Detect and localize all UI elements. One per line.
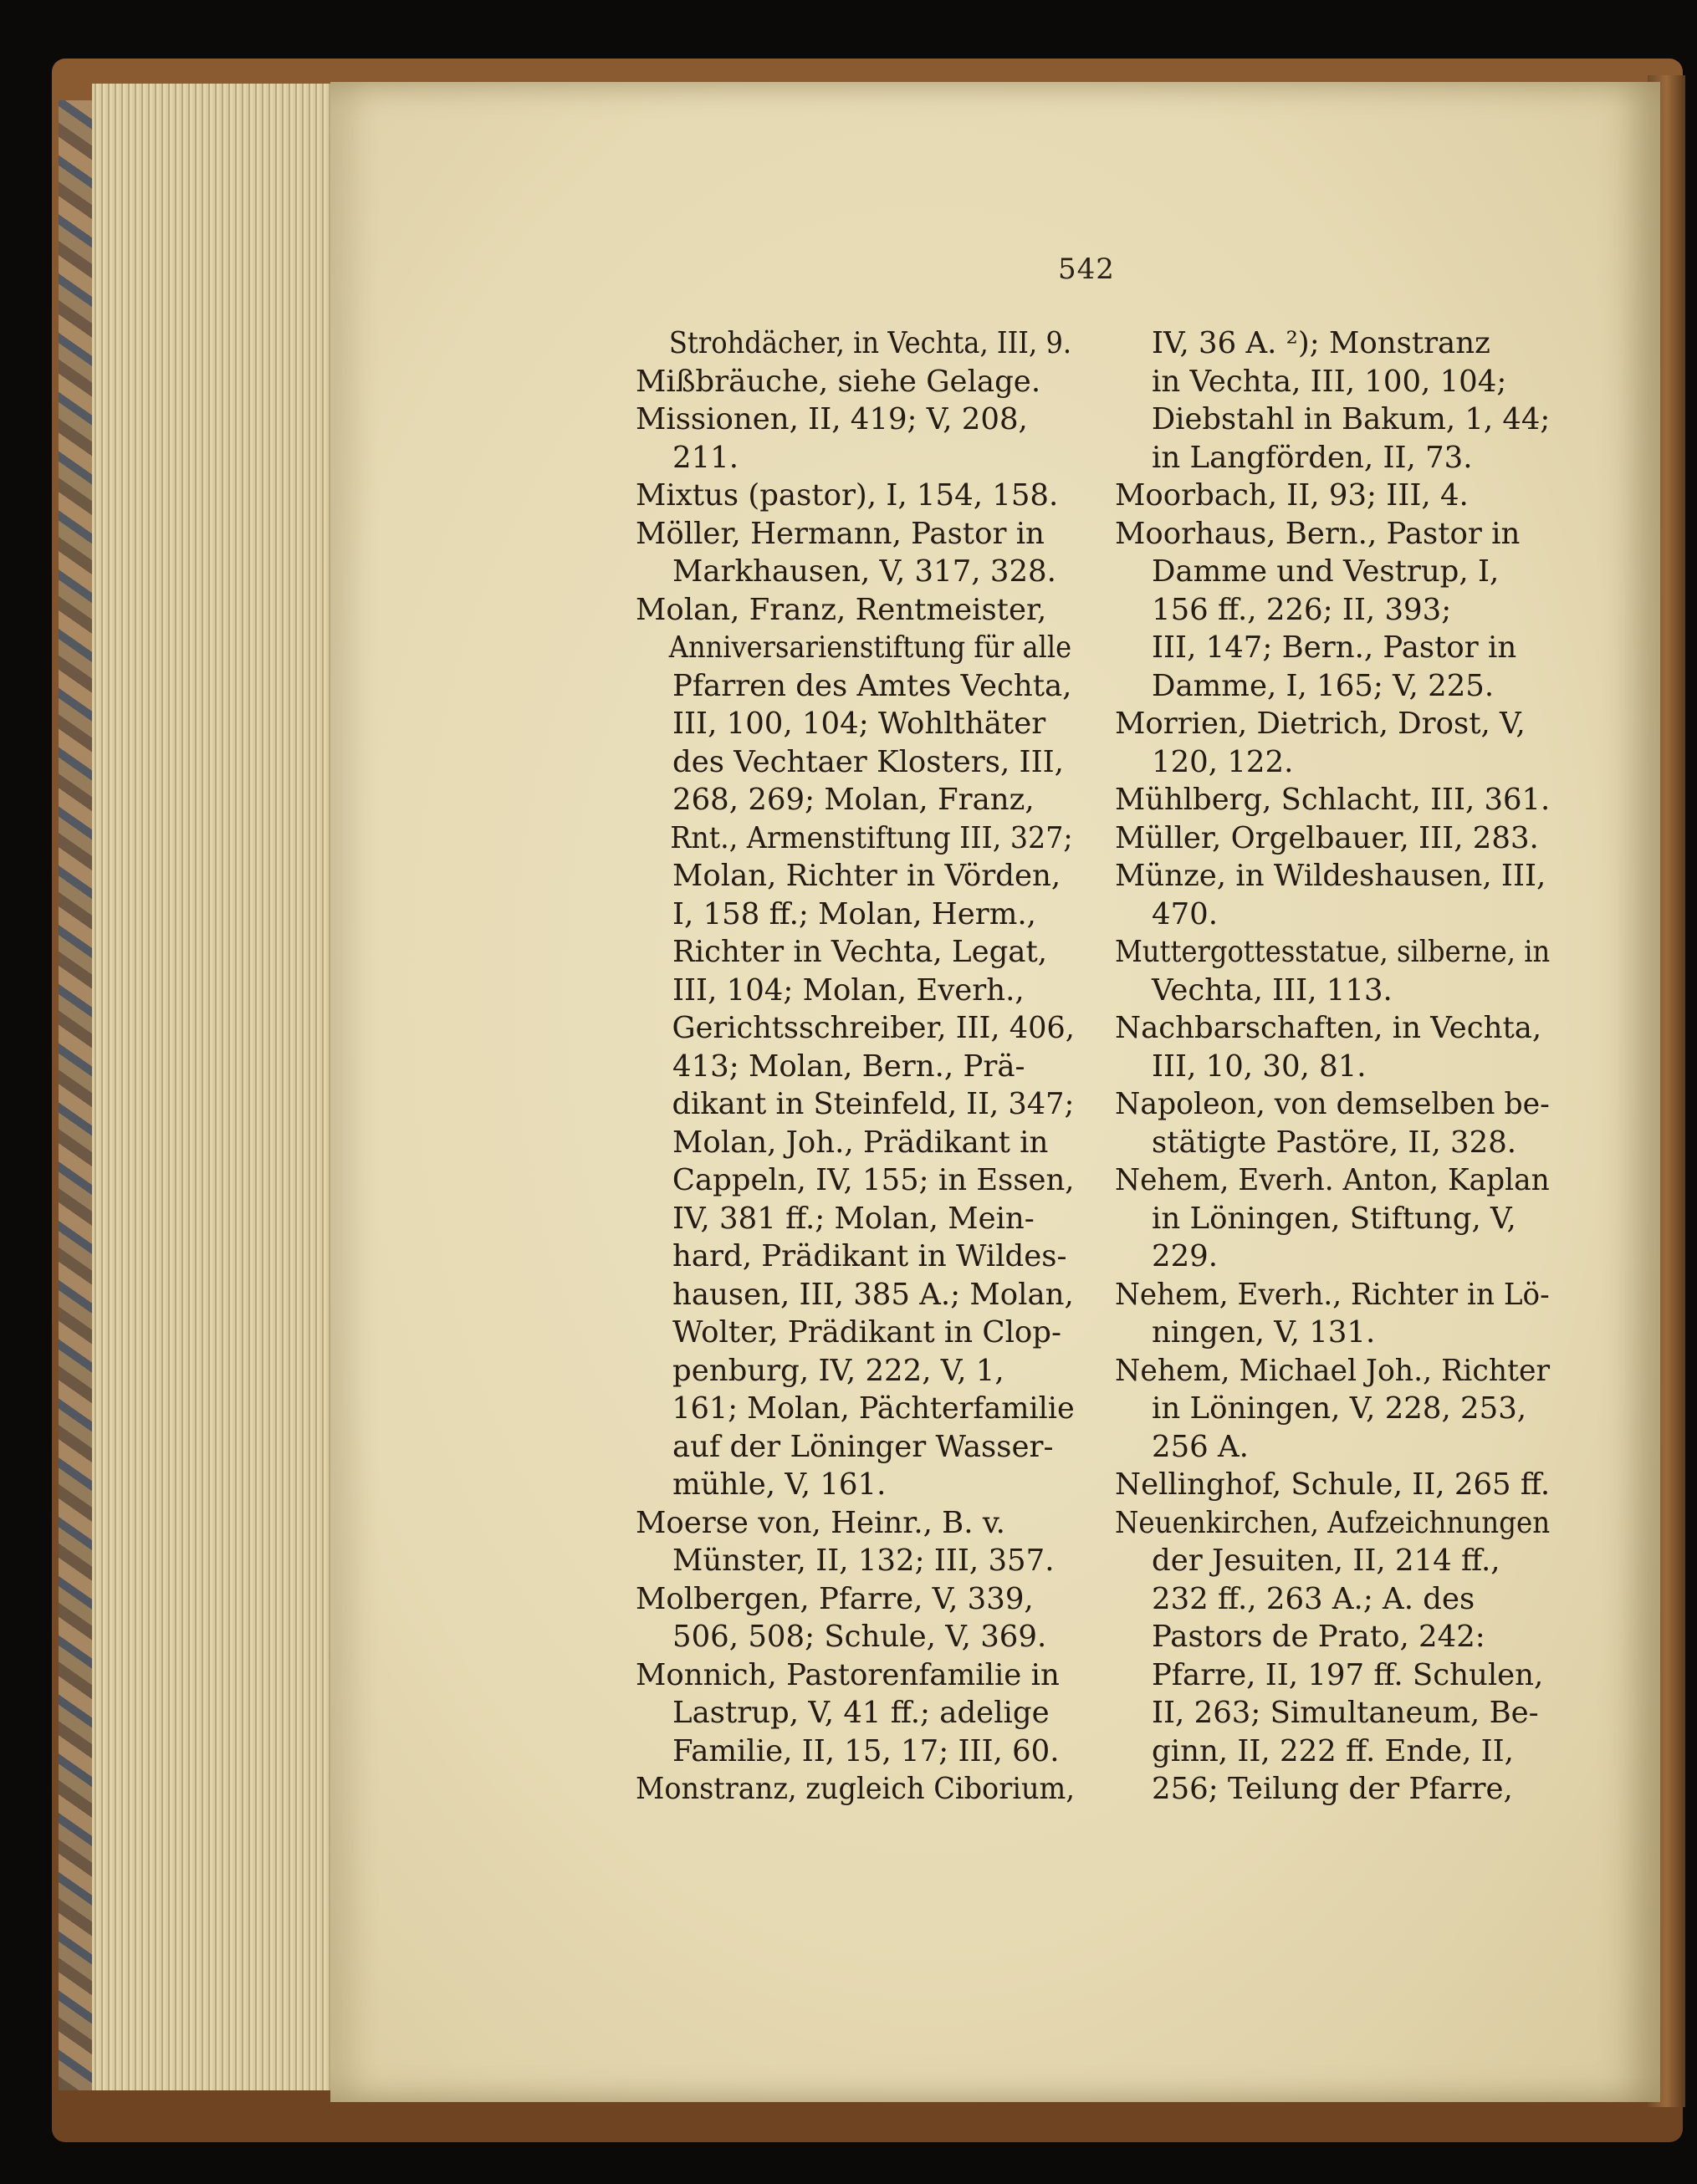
index-line: IV, 381 ff.; Molan, Mein-: [672, 1201, 1035, 1236]
index-line: 256; Teilung der Pfarre,: [1152, 1772, 1513, 1806]
index-line: Müller, Orgelbauer, III, 283.: [1115, 820, 1539, 855]
index-line: Münster, II, 132; III, 357.: [672, 1544, 1055, 1578]
index-line: Anniversarienstiftung für alle: [668, 630, 1072, 665]
index-line: Napoleon, von demselben be-: [1115, 1087, 1550, 1121]
index-line: Damme und Vestrup, I,: [1152, 554, 1500, 589]
index-line: Möller, Hermann, Pastor in: [636, 516, 1045, 551]
index-column-left: [636, 324, 1075, 1809]
index-line: Monnich, Pastorenfamilie in: [636, 1657, 1060, 1692]
index-line: Nellinghof, Schule, II, 265 ff.: [1115, 1467, 1551, 1502]
index-line: Rnt., Armenstiftung III, 327;: [670, 820, 1073, 855]
index-line: 268, 269; Molan, Franz,: [672, 783, 1035, 817]
index-line: III, 100, 104; Wohlthäter: [672, 707, 1046, 741]
index-line: Pfarren des Amtes Vechta,: [672, 668, 1072, 703]
index-line: in Löningen, V, 228, 253,: [1152, 1391, 1527, 1426]
index-line: Morrien, Dietrich, Drost, V,: [1115, 707, 1526, 741]
index-line: Moerse von, Heinr., B. v.: [636, 1505, 1005, 1540]
index-line: Vechta, III, 113.: [1152, 972, 1393, 1008]
index-line: dikant in Steinfeld, II, 347;: [672, 1087, 1075, 1121]
index-line: 161; Molan, Pächterfamilie: [672, 1391, 1075, 1426]
index-line: Monstranz, zugleich Ciborium,: [636, 1772, 1075, 1806]
index-line: 506, 508; Schule, V, 369.: [672, 1620, 1047, 1654]
index-line: 211.: [672, 440, 739, 475]
index-line: Molbergen, Pfarre, V, 339,: [636, 1581, 1034, 1616]
index-line: in Vechta, III, 100, 104;: [1152, 364, 1507, 399]
index-line: Pfarre, II, 197 ff. Schulen,: [1152, 1657, 1544, 1692]
page-number: 542: [1058, 253, 1115, 286]
index-line: mühle, V, 161.: [672, 1467, 887, 1502]
index-line: Missionen, II, 419; V, 208,: [636, 402, 1028, 436]
index-line: ningen, V, 131.: [1152, 1315, 1376, 1350]
index-line: III, 147; Bern., Pastor in: [1152, 630, 1517, 665]
index-line: Damme, I, 165; V, 225.: [1152, 668, 1495, 703]
index-line: 120, 122.: [1152, 744, 1294, 779]
index-line: 413; Molan, Bern., Prä-: [672, 1049, 1025, 1084]
index-line: Muttergottesstatue, silberne, in: [1115, 935, 1551, 969]
index-line: Mühlberg, Schlacht, III, 361.: [1115, 783, 1551, 817]
index-line: III, 10, 30, 81.: [1152, 1049, 1367, 1084]
index-line: Lastrup, V, 41 ff.; adelige: [672, 1696, 1050, 1730]
index-line: Strohdächer, in Vechta, III, 9.: [668, 326, 1072, 360]
index-line: Diebstahl in Bakum, 1, 44;: [1151, 402, 1551, 436]
index-line: 232 ff., 263 A.; A. des: [1152, 1581, 1475, 1616]
index-line: Pastors de Prato, 242:: [1152, 1620, 1485, 1654]
index-line: III, 104; Molan, Everh.,: [672, 972, 1025, 1008]
index-line: Molan, Joh., Prädikant in: [672, 1125, 1049, 1160]
index-line: I, 158 ff.; Molan, Herm.,: [672, 896, 1036, 931]
index-line: 229.: [1152, 1239, 1219, 1273]
index-line: stätigte Pastöre, II, 328.: [1152, 1125, 1517, 1160]
index-line: penburg, IV, 222, V, 1,: [672, 1353, 1004, 1388]
index-line: in Langförden, II, 73.: [1152, 440, 1473, 475]
index-line: Markhausen, V, 317, 328.: [672, 554, 1056, 589]
index-line: Familie, II, 15, 17; III, 60.: [672, 1733, 1060, 1768]
index-line: hausen, III, 385 A.; Molan,: [672, 1277, 1074, 1312]
index-line: Münze, in Wildeshausen, III,: [1115, 859, 1546, 893]
index-line: Moorhaus, Bern., Pastor in: [1115, 516, 1521, 551]
index-line: Molan, Franz, Rentmeister,: [636, 592, 1047, 627]
index-line: Wolter, Prädikant in Clop-: [672, 1315, 1062, 1350]
index-line: Nehem, Everh. Anton, Kaplan: [1115, 1163, 1550, 1197]
index-line: auf der Löninger Wasser-: [672, 1429, 1054, 1464]
index-line: Molan, Richter in Vörden,: [672, 859, 1061, 893]
index-line: Richter in Vechta, Legat,: [672, 935, 1048, 969]
index-line: II, 263; Simultaneum, Be-: [1152, 1696, 1539, 1730]
index-line: Cappeln, IV, 155; in Essen,: [672, 1163, 1075, 1197]
index-line: 256 A.: [1152, 1429, 1249, 1464]
index-line: IV, 36 A. ²); Monstranz: [1152, 326, 1490, 360]
index-line: in Löningen, Stiftung, V,: [1152, 1201, 1516, 1236]
page-block-edge: [92, 84, 343, 2090]
index-line: Nehem, Everh., Richter in Lö-: [1115, 1277, 1550, 1312]
index-line: 470.: [1152, 896, 1219, 931]
index-line: Mixtus (pastor), I, 154, 158.: [636, 478, 1059, 513]
index-line: ginn, II, 222 ff. Ende, II,: [1152, 1733, 1514, 1768]
index-line: Gerichtsschreiber, III, 406,: [672, 1011, 1075, 1045]
index-line: Moorbach, II, 93; III, 4.: [1115, 478, 1469, 513]
index-line: Mißbräuche, siehe Gelage.: [636, 364, 1041, 399]
index-line: Nehem, Michael Joh., Richter: [1115, 1353, 1551, 1388]
index-line: des Vechtaer Klosters, III,: [672, 744, 1064, 779]
index-line: hard, Prädikant in Wildes-: [672, 1239, 1067, 1273]
index-line: Neuenkirchen, Aufzeichnungen: [1115, 1505, 1551, 1540]
index-line: Nachbarschaften, in Vechta,: [1115, 1011, 1542, 1045]
index-line: 156 ff., 226; II, 393;: [1152, 592, 1452, 627]
index-column-right: [1115, 324, 1550, 1809]
index-line: der Jesuiten, II, 214 ff.,: [1152, 1544, 1500, 1578]
